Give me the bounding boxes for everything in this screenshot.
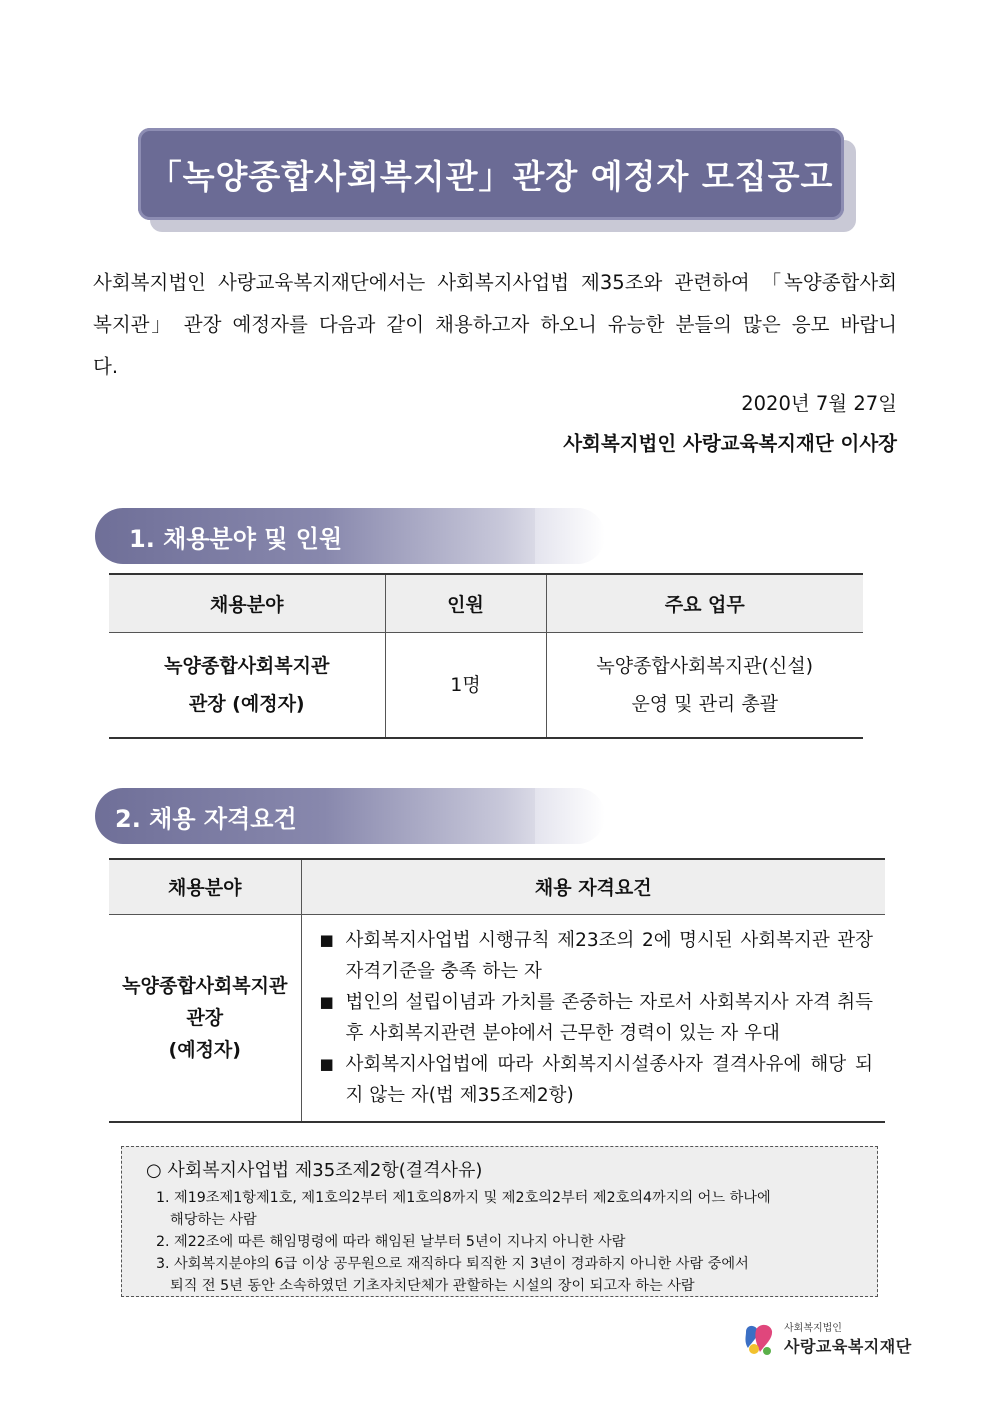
logo-subtitle: 사회복지법인 <box>784 1323 842 1334</box>
heart-logo-icon <box>740 1318 780 1358</box>
section2-header <box>95 788 605 844</box>
cell-field-line1: 녹양종합사회복지관 <box>122 974 288 997</box>
table-header-row <box>109 859 885 914</box>
section1-header <box>95 508 605 564</box>
cell-field <box>109 632 385 738</box>
col-header-field: 채용분야 <box>109 859 301 914</box>
page-title: 「녹양종합사회복지관」관장 예정자 모집공고 <box>148 156 834 196</box>
cell-duty <box>546 632 863 738</box>
table-header-row <box>109 574 863 632</box>
list-item: ■ 사회복지사업법에 따라 사회복지시설종사자 결격사유에 해당 되지 않는 자(법 제35조제2항) <box>320 1049 874 1111</box>
col-header-field: 채용분야 <box>109 574 385 632</box>
notice-date: 2020년 7월 27일 <box>741 392 897 415</box>
cell-field-line3: (예정자) <box>168 1038 241 1061</box>
logo-name: 사랑교육복지재단 <box>784 1337 912 1356</box>
cell-field-line2: 관장 (예정자) <box>188 692 305 715</box>
cell-field-line1: 녹양종합사회복지관 <box>164 654 330 677</box>
col-header-count: 인원 <box>385 574 546 632</box>
list-item: ■ 법인의 설립이념과 가치를 존중하는 자로서 사회복지사 자격 취득 후 사회복지관련 분야에서 근무한 경력이 있는 자 우대 <box>320 987 874 1049</box>
section1-heading: 1. 채용분야 및 인원 <box>129 524 343 553</box>
intro-paragraph: 사회복지법인 사랑교육복지재단에서는 사회복지사업법 제35조와 관련하여 「녹양종합사회복지관」 관장 예정자를 다음과 같이 채용하고자 하오니 유능한 분들의 많은 응모 바랍니다. <box>93 271 897 378</box>
cell-duty-line2: 운영 및 관리 총괄 <box>631 692 779 715</box>
list-item: 3. 사회복지분야의 6급 이상 공무원으로 재직하다 퇴직한 지 3년이 경과하지 아니한 사람 중에서 퇴직 전 5년 동안 소속하였던 기초자치단체가 관할하는 시설의 장이 되고자 하는 사람 <box>156 1256 749 1294</box>
square-bullet-icon: ■ <box>319 1054 334 1073</box>
list-item: 1. 제19조제1항제1호, 제1호의2부터 제1호의8까지 및 제2호의2부터 제2호의4까지의 어느 하나에 해당하는 사람 <box>156 1190 771 1228</box>
section2-heading: 2. 채용 자격요건 <box>115 804 297 833</box>
cell-requirements <box>301 914 885 1122</box>
table-row <box>109 632 863 738</box>
list-item: 2. 제22조에 따른 해임명령에 따라 해임된 날부터 5년이 지나지 아니한 사람 <box>156 1234 626 1250</box>
section2-header-fade <box>535 788 605 844</box>
issuer-name: 사회복지법인 사랑교육복지재단 이사장 <box>563 432 897 455</box>
square-bullet-icon: ■ <box>319 930 334 949</box>
cell-field-line2: 관장 <box>186 1006 224 1029</box>
foundation-logo <box>740 1318 912 1358</box>
list-item: ■ 사회복지사업법 시행규칙 제23조의 2에 명시된 사회복지관 관장 자격기준을 충족 하는 자 <box>320 925 874 987</box>
logo-text <box>784 1319 912 1357</box>
title-banner <box>138 128 844 220</box>
note-heading: ○ 사회복지사업법 제35조제2항(결격사유) <box>146 1160 483 1181</box>
requirements-list <box>302 925 886 1111</box>
square-bullet-icon: ■ <box>319 992 334 1011</box>
cell-count: 1명 <box>385 632 546 738</box>
cell-duty-line1: 녹양종합사회복지관(신설) <box>596 654 814 677</box>
table-row <box>109 914 885 1122</box>
qualification-table <box>109 858 885 1123</box>
col-header-duty: 주요 업무 <box>546 574 863 632</box>
section1-header-fade <box>535 508 605 564</box>
col-header-requirements: 채용 자격요건 <box>301 859 885 914</box>
recruitment-table <box>109 573 863 739</box>
cell-field <box>109 914 301 1122</box>
disqualification-note <box>121 1146 878 1297</box>
